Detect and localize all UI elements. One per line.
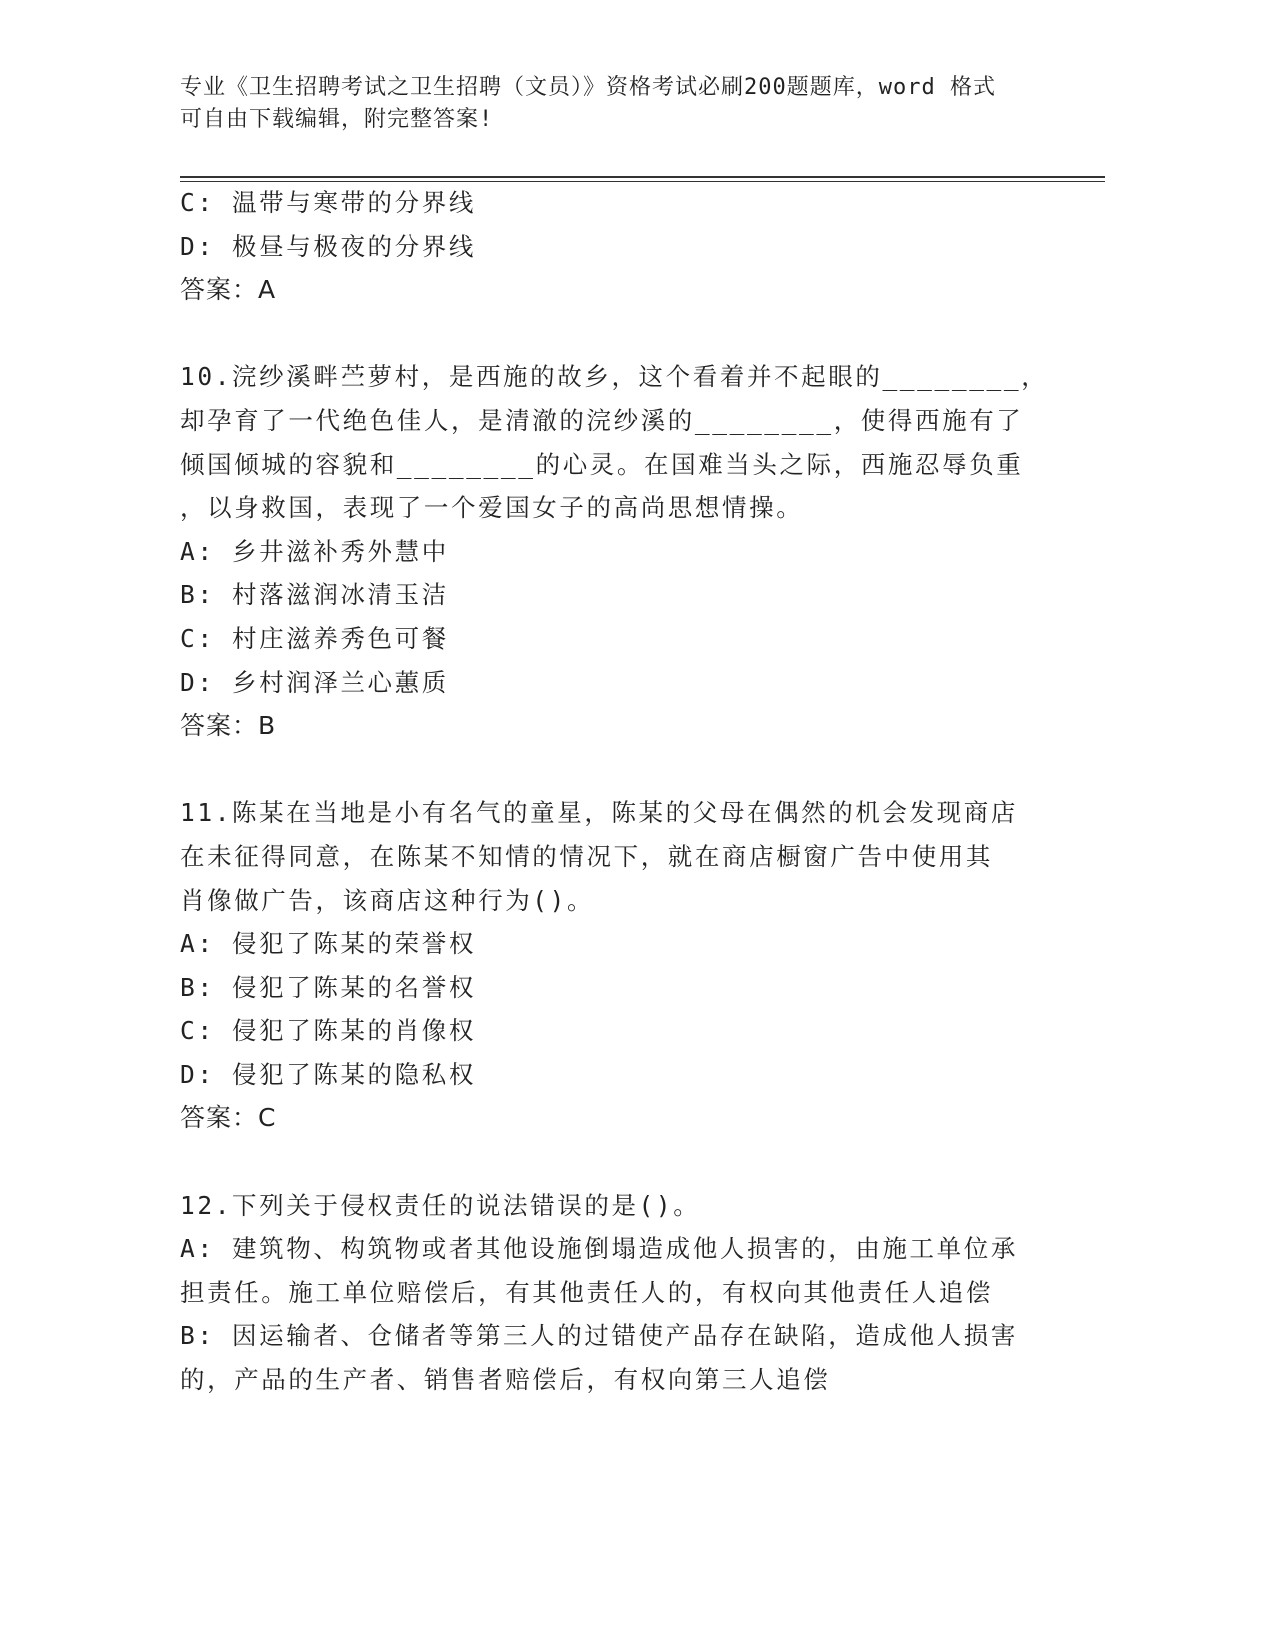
option-d: D: 极昼与极夜的分界线 <box>180 231 476 261</box>
option-c: C: 村庄滋养秀色可餐 <box>180 623 449 653</box>
option-b: B: 村落滋润冰清玉洁 <box>180 580 449 610</box>
option-b: B: 侵犯了陈某的名誉权 <box>180 972 476 1002</box>
spacer <box>180 312 1040 356</box>
question-stem-line: 在未征得同意，在陈某不知情的情况下，就在商店橱窗广告中使用其 <box>180 841 993 871</box>
option-a: A: 侵犯了陈某的荣誉权 <box>180 929 476 959</box>
option-d: D: 乡村润泽兰心蕙质 <box>180 667 449 697</box>
question-stem-line: 却孕育了一代绝色佳人，是清澈的浣纱溪的________，使得西施有了 <box>180 405 1024 435</box>
question-stem-line: 倾国倾城的容貌和________的心灵。在国难当头之际，西施忍辱负重 <box>180 449 1024 479</box>
question-stem-line: 10.浣纱溪畔苎萝村，是西施的故乡，这个看着并不起眼的________， <box>180 362 1049 392</box>
question-9 <box>180 181 1040 312</box>
question-stem-line: ，以身救国，表现了一个爱国女子的高尚思想情操。 <box>180 493 804 523</box>
option-c: C: 侵犯了陈某的肖像权 <box>180 1016 476 1046</box>
option-a-line: 担责任。施工单位赔偿后，有其他责任人的，有权向其他责任人追偿 <box>180 1277 993 1307</box>
option-d: D: 侵犯了陈某的隐私权 <box>180 1059 476 1089</box>
answer-label: 答案：C <box>180 1103 277 1133</box>
question-stem: 12.下列关于侵权责任的说法错误的是()。 <box>180 1190 701 1220</box>
header-title-line-2: 可自由下载编辑，附完整答案! <box>180 107 494 132</box>
question-11 <box>180 791 1040 1140</box>
question-10 <box>180 355 1049 747</box>
option-a: A: 乡井滋补秀外慧中 <box>180 536 449 566</box>
option-b-line: 的，产品的生产者、销售者赔偿后，有权向第三人追偿 <box>180 1365 831 1395</box>
question-list <box>180 181 1049 1402</box>
question-stem-line: 肖像做广告，该商店这种行为()。 <box>180 885 595 915</box>
option-a-line: A: 建筑物、构筑物或者其他设施倒塌造成他人损害的，由施工单位承 <box>180 1234 1018 1264</box>
page-header <box>180 72 1080 136</box>
question-12 <box>180 1184 1040 1402</box>
spacer <box>180 1140 1040 1184</box>
answer-label: 答案：A <box>180 275 277 305</box>
answer-label: 答案：B <box>180 711 277 741</box>
header-divider-thick <box>180 176 1105 178</box>
header-title-line-1: 专业《卫生招聘考试之卫生招聘（文员）》资格考试必刷200题题库，word 格式 <box>180 75 996 100</box>
option-b-line: B: 因运输者、仓储者等第三人的过错使产品存在缺陷，造成他人损害 <box>180 1321 1018 1351</box>
spacer <box>180 748 1040 792</box>
question-stem-line: 11.陈某在当地是小有名气的童星，陈某的父母在偶然的机会发现商店 <box>180 798 1018 828</box>
option-c: C: 温带与寒带的分界线 <box>180 188 476 217</box>
